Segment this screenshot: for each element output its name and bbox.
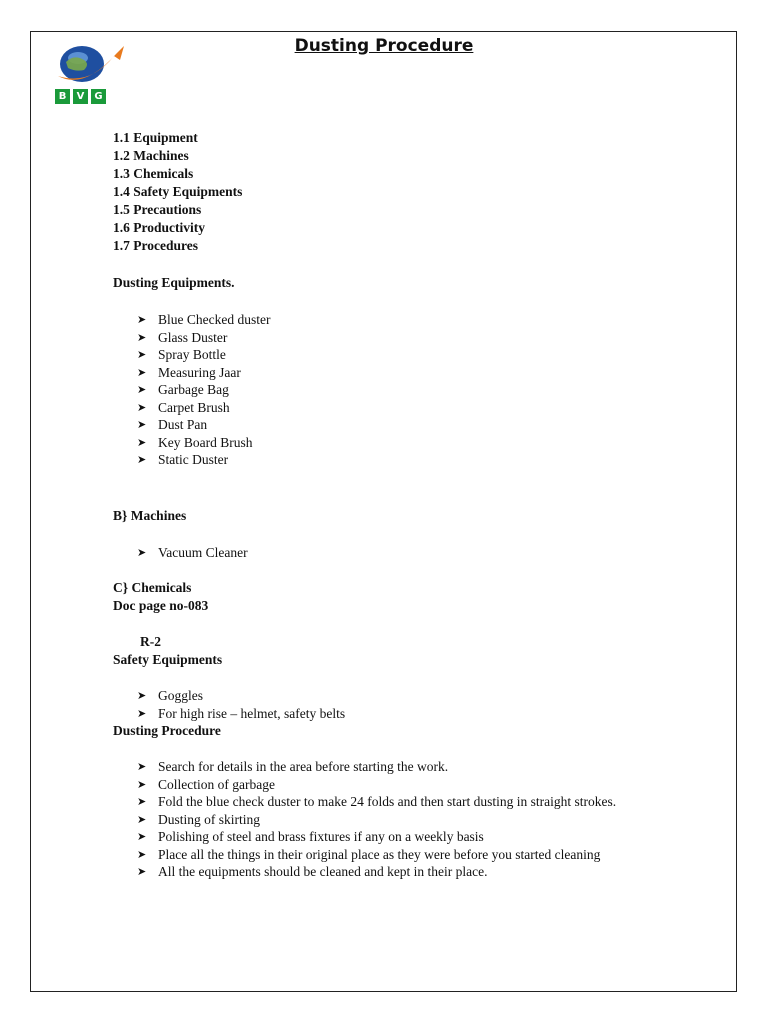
toc-item: 1.6 Productivity <box>113 220 205 235</box>
list-item: ➤ Key Board Brush <box>137 434 253 450</box>
list-item: ➤ Place all the things in their original place as they were before you started cleaning <box>137 846 601 862</box>
section-heading-chemicals: C} Chemicals <box>113 580 192 595</box>
arrow-bullet-icon: ➤ <box>137 313 147 326</box>
section-heading-safety: Safety Equipments <box>113 652 223 667</box>
list-item: ➤ Carpet Brush <box>137 399 230 415</box>
section-heading-procedure: Dusting Procedure <box>113 723 221 738</box>
list-item: ➤ Collection of garbage <box>137 776 275 792</box>
list-item: ➤ Glass Duster <box>137 329 228 345</box>
doc-page-reference: Doc page no-083 <box>113 598 209 613</box>
section-heading-machines: B} Machines <box>113 507 187 523</box>
list-item: ➤ For high rise – helmet, safety belts <box>137 705 346 721</box>
arrow-bullet-icon: ➤ <box>137 365 147 379</box>
arrow-bullet-icon: ➤ <box>137 706 147 720</box>
list-item: ➤ Garbage Bag <box>137 382 229 397</box>
list-item: ➤ Spray Bottle <box>137 347 226 362</box>
arrow-bullet-icon: ➤ <box>137 865 147 878</box>
list-item: ➤ Vacuum Cleaner <box>137 544 248 560</box>
logo-letter: G <box>91 89 106 104</box>
arrow-bullet-icon: ➤ <box>137 418 147 431</box>
list-item: ➤ Blue Checked duster <box>137 312 271 327</box>
logo-letter: V <box>73 89 88 104</box>
arrow-bullet-icon: ➤ <box>137 545 147 559</box>
arrow-bullet-icon: ➤ <box>137 689 147 702</box>
arrow-bullet-icon: ➤ <box>137 760 147 773</box>
section-heading-equipments: Dusting Equipments. <box>113 275 235 290</box>
toc-item: 1.7 Procedures <box>113 238 198 253</box>
safety-list <box>113 687 713 722</box>
arrow-bullet-icon: ➤ <box>137 435 147 449</box>
document-title: Dusting Procedure <box>294 36 474 56</box>
list-item: ➤ Measuring Jaar <box>137 364 241 380</box>
list-item: ➤ Dust Pan <box>137 417 208 432</box>
list-item: ➤ Goggles <box>137 688 203 703</box>
toc-item: 1.2 Machines <box>113 148 189 163</box>
procedure-list <box>113 758 713 881</box>
table-of-contents <box>113 129 713 255</box>
toc-item: 1.3 Chemicals <box>113 166 194 181</box>
arrow-bullet-icon: ➤ <box>137 453 147 466</box>
toc-item: 1.5 Precautions <box>113 202 202 217</box>
list-item: ➤ Polishing of steel and brass fixtures if any on a weekly basis <box>137 829 484 844</box>
arrow-bullet-icon: ➤ <box>137 830 147 843</box>
list-item: ➤ Search for details in the area before starting the work. <box>137 759 449 774</box>
list-item: ➤ Static Duster <box>137 452 229 467</box>
arrow-bullet-icon: ➤ <box>137 330 147 344</box>
document-body <box>113 129 713 881</box>
revision-label: R-2 <box>140 634 161 649</box>
arrow-bullet-icon: ➤ <box>137 777 147 791</box>
list-item: ➤ All the equipments should be cleaned and kept in their place. <box>137 864 488 879</box>
bvg-letters <box>55 89 106 104</box>
toc-item: 1.1 Equipment <box>113 130 198 145</box>
list-item: ➤ Dusting of skirting <box>137 811 261 827</box>
logo-letter: B <box>55 89 70 104</box>
arrow-bullet-icon: ➤ <box>137 348 147 361</box>
toc-item: 1.4 Safety Equipments <box>113 184 243 199</box>
arrow-bullet-icon: ➤ <box>137 812 147 826</box>
arrow-bullet-icon: ➤ <box>137 383 147 396</box>
arrow-bullet-icon: ➤ <box>137 847 147 861</box>
arrow-bullet-icon: ➤ <box>137 400 147 414</box>
arrow-bullet-icon: ➤ <box>137 795 147 808</box>
equipments-list <box>113 311 713 469</box>
machines-list <box>113 544 713 562</box>
list-item: ➤ Fold the blue check duster to make 24 folds and then start dusting in straight strokes. <box>137 794 617 809</box>
